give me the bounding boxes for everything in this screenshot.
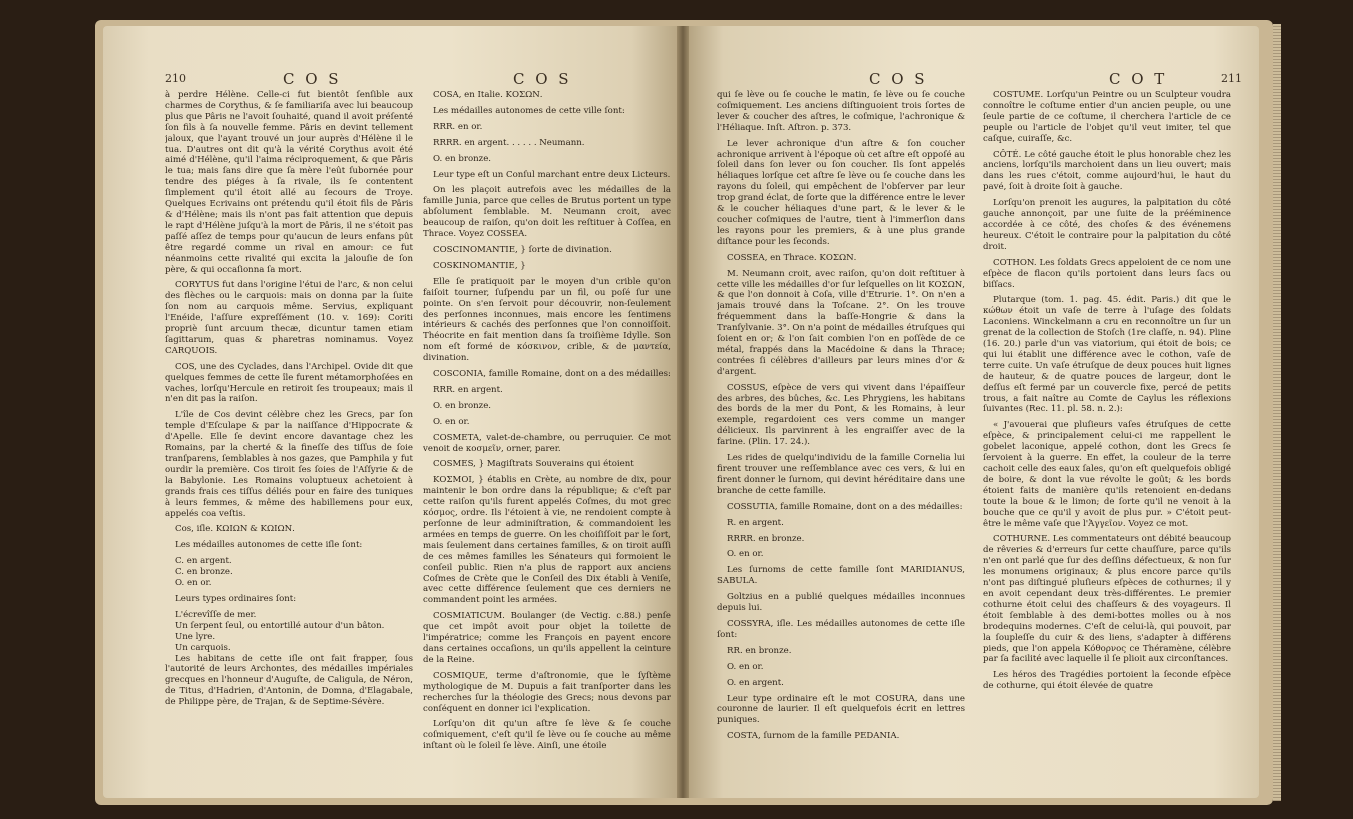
text-paragraph: COSCONIA, famille Romaine, dont on a des médailles:: [433, 369, 671, 380]
text-paragraph: COTHURNE. Les commentateurs ont débité beaucoup de rêveries & d'erreurs ſur cette chauſſure, parce qu'ils n'en ont parlé que ſur des deſſins défectueux, & non ſur les monumens originaux; & plus encore parce qu'ils n'ont pas diſtingué pluſieurs eſpèces de cothurnes; il y en avoit cependant deux très-différentes. Le premier cothurne étoit celui des chaſſeurs & des voyageurs. Il étoit ſemblable à des demi-bottes molles ou à nos brodequins modernes. C'eſt de celui-là, qui pouvoit, par la ſoupleſſe du cuir & des liens, s'adapter à différens pieds, que l'on appela Κόθορνος ce Théramène, célèbre par ſa facilité avec laquelle il ſe plioit aux circonſtances.: [983, 534, 1231, 665]
left-column-2: [423, 90, 671, 790]
text-paragraph: COSMETA, valet-de-chambre, ou perruquier. Ce mot venoit de κοσμεῖν, orner, parer.: [423, 432, 671, 454]
text-paragraph: Le lever achronique d'un aſtre & ſon coucher achronique arrivent à l'époque où cet aſtre eſt oppoſé au ſoleil dans ſon lever ou ſon coucher. Ils ſont appelés héliaques lorſque cet aſtre ſe lève ou ſe couche dans les rayons du ſoleil, qui empêchent de l'obſerver par leur trop grand éclat, de ſorte que la différence entre le lever & le coucher héliaques d'une part, & le lever & le coucher coſmiques de l'autre, tient à l'immerſion dans les rayons pour les premiers, & à une plus grande diſtance pour les ſeconds.: [717, 138, 965, 247]
text-paragraph: R. en argent.: [727, 517, 784, 528]
text-paragraph: COSMIATICUM. Boulanger (de Vectig. c.88.) penſe que cet impôt avoit pour objet la toilette de l'impératrice; comme les François en payent encore dans certaines occaſions, un qu'ils appellent la ceinture de la Reine.: [423, 611, 671, 665]
text-paragraph: Goltzius en a publié quelques médailles inconnues depuis lui.: [717, 592, 965, 614]
open-book: [95, 20, 1273, 805]
text-paragraph: COSSEA, en Thrace. ΚΟΣΩΝ.: [727, 252, 857, 263]
text-paragraph: Leurs types ordinaires ſont:: [175, 593, 297, 604]
page-edges: [1273, 24, 1281, 801]
text-paragraph: COTHON. Les ſoldats Grecs appeloient de ce nom une eſpèce de flacon qu'ils portoient dans leurs ſacs ou biſſacs.: [983, 257, 1231, 290]
left-page: [103, 26, 677, 798]
text-paragraph: M. Neumann croit, avec raiſon, qu'on doit reſtituer à cette ville les médailles d'or ſur leſquelles on lit ΚΟΣΩΝ, & que l'on donnoit à Coſa, ville d'Etrurie. 1°. On n'en a jamais trouvé dans la Toſcane. 2°. On les trouve fréquemment dans la baſſe-Hongrie & dans la Tranſylvanie. 3°. On n'a point de médailles étruſques qui ſoient en or; & l'on ſait combien l'on en poſſède de ce métal, frappés dans la Macédoine & dans la Thrace; contrées ſi célèbres d'ailleurs par leurs mines d'or & d'argent.: [717, 268, 965, 377]
text-paragraph: O. en bronze.: [433, 400, 492, 411]
right-column-2: [983, 90, 1231, 790]
text-paragraph: O. en or.: [727, 661, 764, 672]
running-head-left: C O S: [283, 70, 342, 88]
text-paragraph: ΚΟΣΜΟΙ, } établis en Crète, au nombre de dix, pour maintenir le bon ordre dans la république; & c'eſt par cette raiſon qu'ils furent appelés Coſmes, du mot grec κόσμος, ordre. Ils l'étoient à vie, ne rendoient compte à perſonne de leur adminiſtration, & commandoient les armées en temps de guerre. On les choiſiſſoit par le ſort, mais ſeulement dans certaines familles, & on tiroit auſſi de ces mêmes familles les Sénateurs qui formoient le conſeil public. Rien n'a plus de rapport aux anciens Coſmes de Crète que le Conſeil des Dix établi à Veniſe, avec cette différence ſeulement que ces derniers ne commandent point les armées.: [423, 475, 671, 606]
page-number-left: 210: [165, 72, 186, 85]
book-gutter: [677, 26, 689, 798]
text-paragraph: L'écrevîſſe de mer.: [175, 609, 257, 620]
text-paragraph: COSTA, ſurnom de la famille PEDANIA.: [727, 731, 900, 742]
text-paragraph: Les héros des Tragédies portoient la ſeconde eſpèce de cothurne, qui étoit élevée de quatre: [983, 670, 1231, 692]
text-paragraph: Lorſqu'on prenoit les augures, la palpitation du côté gauche annonçoit, par une ſuite de la prééminence accordée à ce côté, des choſes & des événemens heureux. C'étoit le contraire pour la palpitation du côté droit.: [983, 198, 1231, 252]
text-paragraph: Leur type ordinaire eſt le mot COSURA, dans une couronne de laurier. Il eſt quelquefois écrit en lettres puniques.: [717, 693, 965, 726]
text-paragraph: Une lyre.: [175, 631, 216, 642]
text-paragraph: Les ſurnoms de cette famille ſont MARIDIANUS, SABULA.: [717, 565, 965, 587]
text-paragraph: Les habitans de cette iſle ont fait frapper, ſous l'autorité de leurs Archontes, des médailles impériales grecques en l'honneur d'Auguſte, de Caligula, de Néron, de Titus, d'Hadrien, d'Antonin, de Domna, d'Elagabale, de Philippe père, de Trajan, & de Septime-Sévère.: [165, 653, 413, 708]
text-paragraph: COSMES, } Magiſtrats Souverains qui étoient: [433, 459, 634, 470]
text-paragraph: O. en or.: [727, 549, 764, 560]
text-paragraph: C. en bronze.: [175, 567, 233, 578]
text-paragraph: COSCINOMANTIE, } ſorte de divination.: [433, 244, 612, 255]
text-paragraph: COSSUS, eſpèce de vers qui vivent dans l'épaiſſeur des arbres, des bûches, &c. Les Phrygiens, les habitans des bords de la mer du Pont, & les Romains, à leur exemple, regardoient ces vers comme un manger délicieux. Ils parvinrent à les engraiſſer avec de la farine. (Plin. 17. 24.).: [717, 382, 965, 448]
text-paragraph: Elle ſe pratiquoit par le moyen d'un crible qu'on faiſoit tourner, ſuſpendu par un fil, ou poſé ſur une pointe. On s'en ſervoit pour découvrir, non-ſeulement des perſonnes inconnues, mais encore les ſentimens intérieurs & cachés des perſonnes que l'on connoiſſoit. Théocrite en fait mention dans ſa troiſième Idylle. Son nom eſt formé de κόσκινον, crible, & de μαντεία, divination.: [423, 276, 671, 364]
text-paragraph: à perdre Hélène. Celle-ci fut bientôt ſenſible aux charmes de Corythus, & ſe familiariſa avec lui beaucoup plus que Pâris ne l'avoit ſouhaité, quand il avoit préſenté ſon fils à ſa nouvelle femme. Pâris en devint tellement jaloux, que l'ayant trouvé un jour auprès d'Hélène il le tua. D'autres ont dit qu'à la vérité Corythus avoit été aimé d'Hélène, qu'il l'aima réciproquement, & que Pâris le tua; mais ſans dire que ſa mère l'eût ſubornée pour tendre des piéges à ſa rivale, ils ſe contentent ſimplement qu'il étoit allé au ſecours de Troye. Quelques Ecrivains ont prétendu qu'il étoit fils de Pâris & d'Hélène; mais ils n'ont pas fait attention que depuis le rapt d'Hélène juſqu'à la mort de Pâris, il ne s'étoit pas paſſé aſſez de temps pour qu'aucun de leurs enfans pût être regardé comme un rival en amour: ce fut néanmoins cette rivalité qui excita la jalouſie de ſon père, & qui occaſionna ſa mort.: [165, 90, 413, 275]
text-paragraph: Plutarque (tom. 1. pag. 45. édit. Paris.) dit que le κώθων étoit un vaſe de terre à l'uſage des ſoldats Laconiens. Winckelmann a cru en reconnoître un ſur un grenat de la collection de Stoſch (1re claſſe, n. 94). Pline (16. 20.) parle d'un vas viatorium, qui étoit de bois; ce qui lui établit une différence avec le cothon, vaſe de terre cuite. Un vaſe étruſque de deux pouces huit lignes de hauteur, & de quatre pouces de largeur, dont le deſſus eſt fermé par un couvercle fixe, percé de petits trous, a fait naître au Comte de Caylus les réflexions ſuivantes (Rec. 11. pl. 58. n. 2.):: [983, 295, 1231, 415]
text-paragraph: RRR. en argent.: [433, 384, 503, 395]
text-paragraph: COSKINOMANTIE, }: [433, 260, 526, 271]
text-paragraph: RRRR. en argent. . . . . . Neumann.: [433, 137, 585, 148]
text-paragraph: Les rides de quelqu'individu de la famille Cornelia lui firent trouver une reſſemblance avec ces vers, & lui en firent donner le ſurnom, qui devint héréditaire dans une branche de cette famille.: [717, 453, 965, 496]
left-column-1: [165, 90, 413, 790]
right-column-1: [717, 90, 965, 790]
text-paragraph: Un carquois.: [175, 642, 231, 653]
text-paragraph: O. en or.: [175, 578, 212, 589]
text-paragraph: COS, une des Cyclades, dans l'Archipel. Ovide dit que quelques femmes de cette île furent métamorphoſées en vaches, lorſqu'Hercule en retiroit ſes troupeaux; mais il n'en dit pas la raiſon.: [165, 361, 413, 405]
text-paragraph: Leur type eſt un Conſul marchant entre deux Licteurs.: [433, 169, 671, 180]
text-paragraph: CORYTUS fut dans l'origine l'étui de l'arc, & non celui des flèches ou le carquois: mais on donna par la ſuite ſon nom au carquois même. Servius, expliquant l'Enéide, l'aſſure expreſſément (10. v. 169): Coriti propriè ſunt arcuum thecæ, dicuntur tamen etiam ſagittarum, quas & pharetras nominamus. Voyez CARQUOIS.: [165, 280, 413, 356]
text-paragraph: CÔTÉ. Le côté gauche étoit le plus honorable chez les anciens, lorſqu'ils marchoient dans un lieu ouvert; mais dans les rues c'étoit, comme aujourd'hui, le haut du pavé, ſoit à droite ſoit à gauche.: [983, 149, 1231, 193]
text-paragraph: RRR. en or.: [433, 121, 483, 132]
text-paragraph: O. en bronze.: [433, 153, 492, 164]
text-paragraph: « J'avouerai que pluſieurs vaſes étruſques de cette eſpèce, & principalement celui-ci me rappellent le gobelet laconique, appelé cothon, dont les Grecs ſe ſervoient à la guerre. En effet, la couleur de la terre cachoit celle des eaux ſales, qu'on eſt quelquefois obligé de boire, & dont la vue révolte le goût; & les bords étoient faits de manière qu'ils retenoient en-dedans toute la boue & le limon; de ſorte qu'il ne venoit à la bouche que ce qu'il y avoit de plus pur. » C'étoit peut-être le même vaſe que l'Ἀγγεῖον. Voyez ce mot.: [983, 420, 1231, 529]
text-paragraph: COSMIQUE, terme d'aſtronomie, que le ſyſtème mythologique de M. Dupuis a fait tranſporter dans les recherches ſur la théologie des Grecs; nous devons par conſéquent en donner ici l'explication.: [423, 670, 671, 714]
text-paragraph: COSTUME. Lorſqu'un Peintre ou un Sculpteur voudra connoître le coſtume entier d'un ancien peuple, ou une ſeule partie de ce coſtume, il cherchera l'article de ce peuple ou l'article de l'objet qu'il veut imiter, tel que caſque, cuiraſſe, &c.: [983, 90, 1231, 144]
text-paragraph: O. en or.: [433, 416, 470, 427]
text-paragraph: O. en argent.: [727, 677, 784, 688]
text-paragraph: RR. en bronze.: [727, 645, 792, 656]
running-head-right-col1: C O S: [869, 70, 928, 88]
text-paragraph: RRRR. en bronze.: [727, 533, 805, 544]
text-paragraph: On les plaçoit autrefois avec les médailles de la famille Junia, parce que celles de Brutus portent un type abſolument ſemblable. M. Neumann croit, avec beaucoup de raiſon, qu'on doit les reſtituer à Coſſea, en Thrace. Voyez COSSEA.: [423, 185, 671, 240]
text-paragraph: L'île de Cos devint célèbre chez les Grecs, par ſon temple d'Eſculape & par la naiſſance d'Hippocrate & d'Apelle. Elle ſe devint encore davantage chez les Romains, par la cherté & la fineſſe des tiſſus de ſoie tranſparens, ſemblables à nos gazes, que Pamphila y fut ourdir la première. Cos tiroit ſes ſoies de l'Aſſyrie & de la Babylonie. Les Romains voluptueux achetoient à grands frais ces tiſſus déliés pour en faire des tuniques à leurs femmes, & même des habillemens pour eux, appelés coa veſtis.: [165, 410, 413, 519]
text-paragraph: Lorſqu'on dit qu'un aſtre ſe lève & ſe couche coſmiquement, c'eſt qu'il ſe lève ou ſe couche au même inſtant où le ſoleil ſe lève. Ainſi, une étoile: [423, 719, 671, 752]
running-head-left-col2: C O S: [513, 70, 572, 88]
text-paragraph: Les médailles autonomes de cette iſle ſont:: [175, 540, 363, 551]
text-paragraph: COSA, en Italie. ΚΟΣΩΝ.: [433, 90, 543, 100]
right-page: [689, 26, 1259, 798]
running-head-right: C O T: [1109, 70, 1168, 88]
text-paragraph: Cos, iſle. ΚΩΙΩΝ & ΚΩΙΩΝ.: [175, 524, 295, 535]
text-paragraph: COSSUTIA, famille Romaine, dont on a des médailles:: [727, 501, 963, 512]
text-paragraph: Un ſerpent ſeul, ou entortillé autour d'un bâton.: [175, 620, 385, 631]
page-number-right: 211: [1221, 72, 1242, 85]
text-paragraph: C. en argent.: [175, 556, 232, 567]
text-paragraph: Les médailles autonomes de cette ville ſont:: [433, 105, 625, 116]
text-paragraph: qui ſe lève ou ſe couche le matin, ſe lève ou ſe couche coſmiquement. Les anciens diſtinguoient trois ſortes de lever & coucher des aſtres, le coſmique, l'achronique & l'Héliaque. Inſt. Aſtron. p. 373.: [717, 90, 965, 133]
text-paragraph: COSSYRA, iſle. Les médailles autonomes de cette iſle ſont:: [717, 618, 965, 640]
